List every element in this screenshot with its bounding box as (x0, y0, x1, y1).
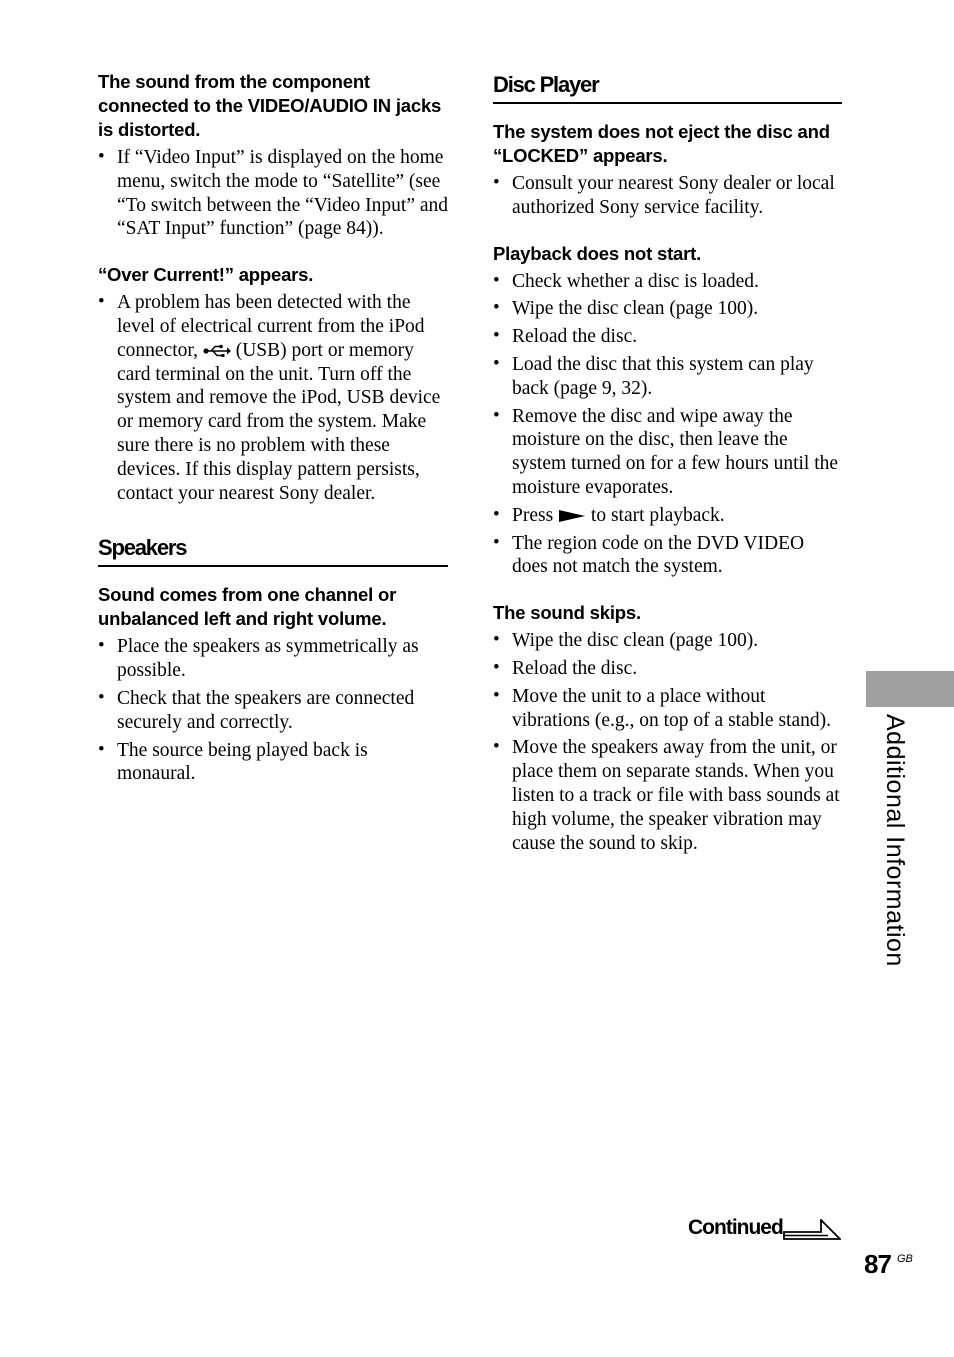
answer-list (493, 172, 842, 220)
list-item: • If “Video Input” is displayed on the home menu, switch the mode to “Satellite” (see “To switch between the “Video Input” and “SAT Input” function” (page 84)). (98, 146, 449, 240)
list-item: • The region code on the DVD VIDEO does not match the system. (493, 531, 805, 578)
bullet-icon: • (493, 325, 500, 347)
list-item: • Load the disc that this system can play back (page 9, 32). (493, 352, 814, 399)
bullet-icon: • (493, 684, 500, 706)
right-column (493, 70, 842, 859)
question-heading: Playback does not start. (493, 242, 702, 264)
question-heading: “Over Current!” appears. (98, 264, 314, 286)
question-heading: Sound comes from one channel or unbalanced left and right volume. (98, 584, 397, 630)
bullet-icon: • (493, 172, 500, 193)
continued-arrow-icon (783, 1219, 841, 1241)
bullet-icon: • (493, 297, 500, 319)
bullet-icon: • (98, 146, 105, 167)
list-item: • The source being played back is monaural. (98, 738, 368, 785)
bullet-icon: • (493, 269, 500, 291)
left-column (98, 70, 448, 790)
list-item: • Wipe the disc clean (page 100). (493, 629, 759, 652)
list-item: • Move the speakers away from the unit, or place them on separate stands. When you listen to a track or file with bass sounds at high volume, the speaker vibration may cause the sound to skip. (493, 736, 840, 854)
bullet-icon: • (493, 531, 500, 553)
answer-list (98, 291, 448, 505)
question-heading: The sound skips. (493, 602, 641, 624)
question-heading: The sound from the component connected to the VIDEO/AUDIO IN jacks is distorted. (98, 71, 442, 140)
bullet-icon: • (493, 503, 500, 525)
continued-label: Continued (688, 1216, 783, 1239)
side-tab-label: Additional Information (881, 714, 909, 967)
list-item: • Consult your nearest Sony dealer or local authorized Sony service facility. (493, 172, 835, 218)
section-title-disc-player: Disc Player (493, 70, 842, 104)
bullet-icon: • (98, 291, 105, 313)
list-item: • Wipe the disc clean (page 100). (493, 297, 759, 320)
bullet-icon: • (493, 656, 500, 678)
list-item: • Reload the disc. (493, 325, 638, 348)
bullet-icon: • (98, 635, 105, 657)
bullet-icon: • (493, 736, 500, 758)
list-item: • A problem has been detected with the level of electrical current from the iPod connector, (USB) port or memory card terminal on the unit. Turn off the system and remove the iPod, USB device or memory card from the system. Make sure there is no problem with these devices. If this display pattern persists, contact your nearest Sony dealer. (98, 291, 441, 504)
answer-list (98, 635, 448, 786)
list-item: • Check that the speakers are connected securely and correctly. (98, 686, 415, 733)
usb-icon (203, 344, 231, 358)
question-heading: The system does not eject the disc and “LOCKED” appears. (493, 121, 830, 166)
bullet-icon: • (493, 352, 500, 374)
section-tab-marker (866, 671, 954, 707)
list-item: • Check whether a disc is loaded. (493, 269, 759, 292)
list-item: • Remove the disc and wipe away the moisture on the disc, then leave the system turned on for a few hours until the moisture evaporates. (493, 404, 839, 498)
list-item: • Move the unit to a place without vibrations (e.g., on top of a stable stand). (493, 684, 831, 731)
play-icon (558, 509, 586, 523)
answer-list (493, 270, 842, 580)
list-item: • Place the speakers as symmetrically as possible. (98, 635, 419, 682)
page-number: 87 (864, 1249, 891, 1279)
answer-list (493, 629, 842, 855)
bullet-icon: • (98, 686, 105, 708)
bullet-icon: • (493, 629, 500, 651)
bullet-icon: • (98, 738, 105, 760)
bullet-icon: • (493, 404, 500, 426)
list-item: • Reload the disc. (493, 656, 638, 679)
list-item: • Press to start playback. (493, 503, 725, 526)
page-suffix: GB (897, 1253, 913, 1265)
answer-list (98, 146, 448, 241)
section-title-speakers: Speakers (98, 533, 448, 567)
